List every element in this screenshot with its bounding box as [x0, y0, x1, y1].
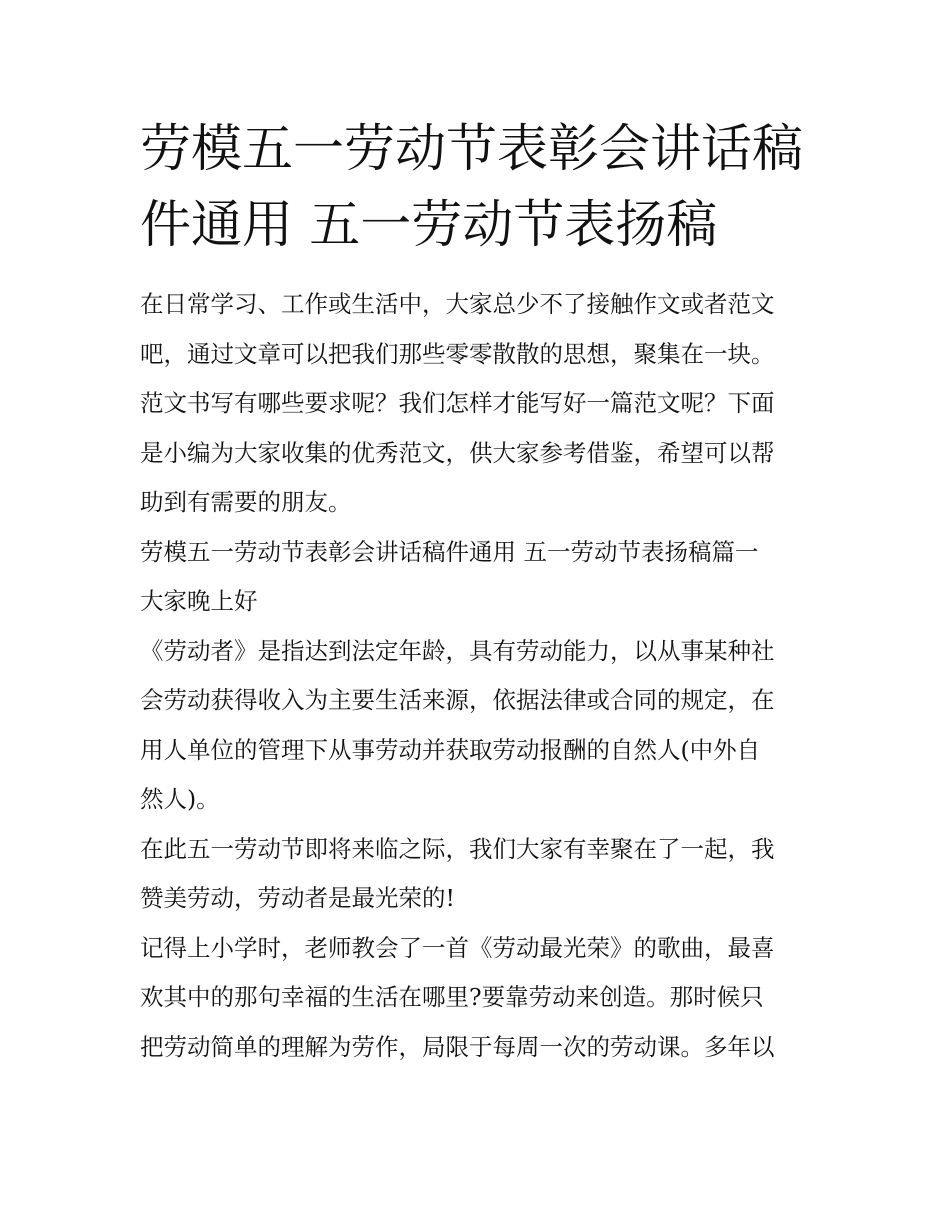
greeting-paragraph — [140, 577, 830, 627]
text-line: 把劳动简单的理解为劳作，局限于每周一次的劳动课。多年以 — [140, 1032, 775, 1061]
title-line: 劳模五一劳动节表彰会讲话稿 — [140, 120, 804, 179]
memory-paragraph — [140, 924, 830, 1073]
text-line: 记得上小学时，老师教会了一首《劳动最光荣》的歌曲，最喜 — [140, 933, 775, 962]
text-line: 助到有需要的朋友。 — [140, 488, 352, 516]
occasion-paragraph — [140, 825, 830, 924]
text-line: 在此五一劳动节即将来临之际，我们大家有幸聚在了一起，我 — [140, 834, 775, 863]
title-line: 件通用 五一劳动节表扬稿 — [140, 196, 718, 255]
text-line: 在日常学习、工作或生活中，大家总少不了接触作文或者范文 — [140, 290, 775, 318]
text-line: 《劳动者》是指达到法定年龄，具有劳动能力，以从事某种社 — [140, 636, 775, 665]
document-body — [140, 280, 830, 1072]
text-line: 吧，通过文章可以把我们那些零零散散的思想，聚集在一块。 — [140, 339, 775, 368]
text-line: 用人单位的管理下从事劳动并获取劳动报酬的自然人(中外自 — [140, 735, 761, 764]
text-line: 劳模五一劳动节表彰会讲话稿件通用 五一劳动节表扬稿篇一 — [140, 537, 759, 566]
definition-paragraph — [140, 627, 830, 825]
intro-paragraph — [140, 280, 830, 528]
text-line: 范文书写有哪些要求呢？我们怎样才能写好一篇范文呢？下面 — [140, 389, 775, 417]
text-line: 赞美劳动，劳动者是最光荣的! — [140, 884, 455, 912]
text-line: 然人)。 — [140, 785, 220, 813]
document-title — [140, 112, 840, 264]
text-line: 大家晚上好 — [140, 587, 258, 615]
text-line: 是小编为大家收集的优秀范文，供大家参考借鉴，希望可以帮 — [140, 438, 775, 467]
text-line: 会劳动获得收入为主要生活来源，依据法律或合同的规定，在 — [140, 686, 775, 714]
text-line: 欢其中的那句幸福的生活在哪里?要靠劳动来创造。那时候只 — [140, 983, 764, 1011]
section-heading — [140, 528, 830, 578]
